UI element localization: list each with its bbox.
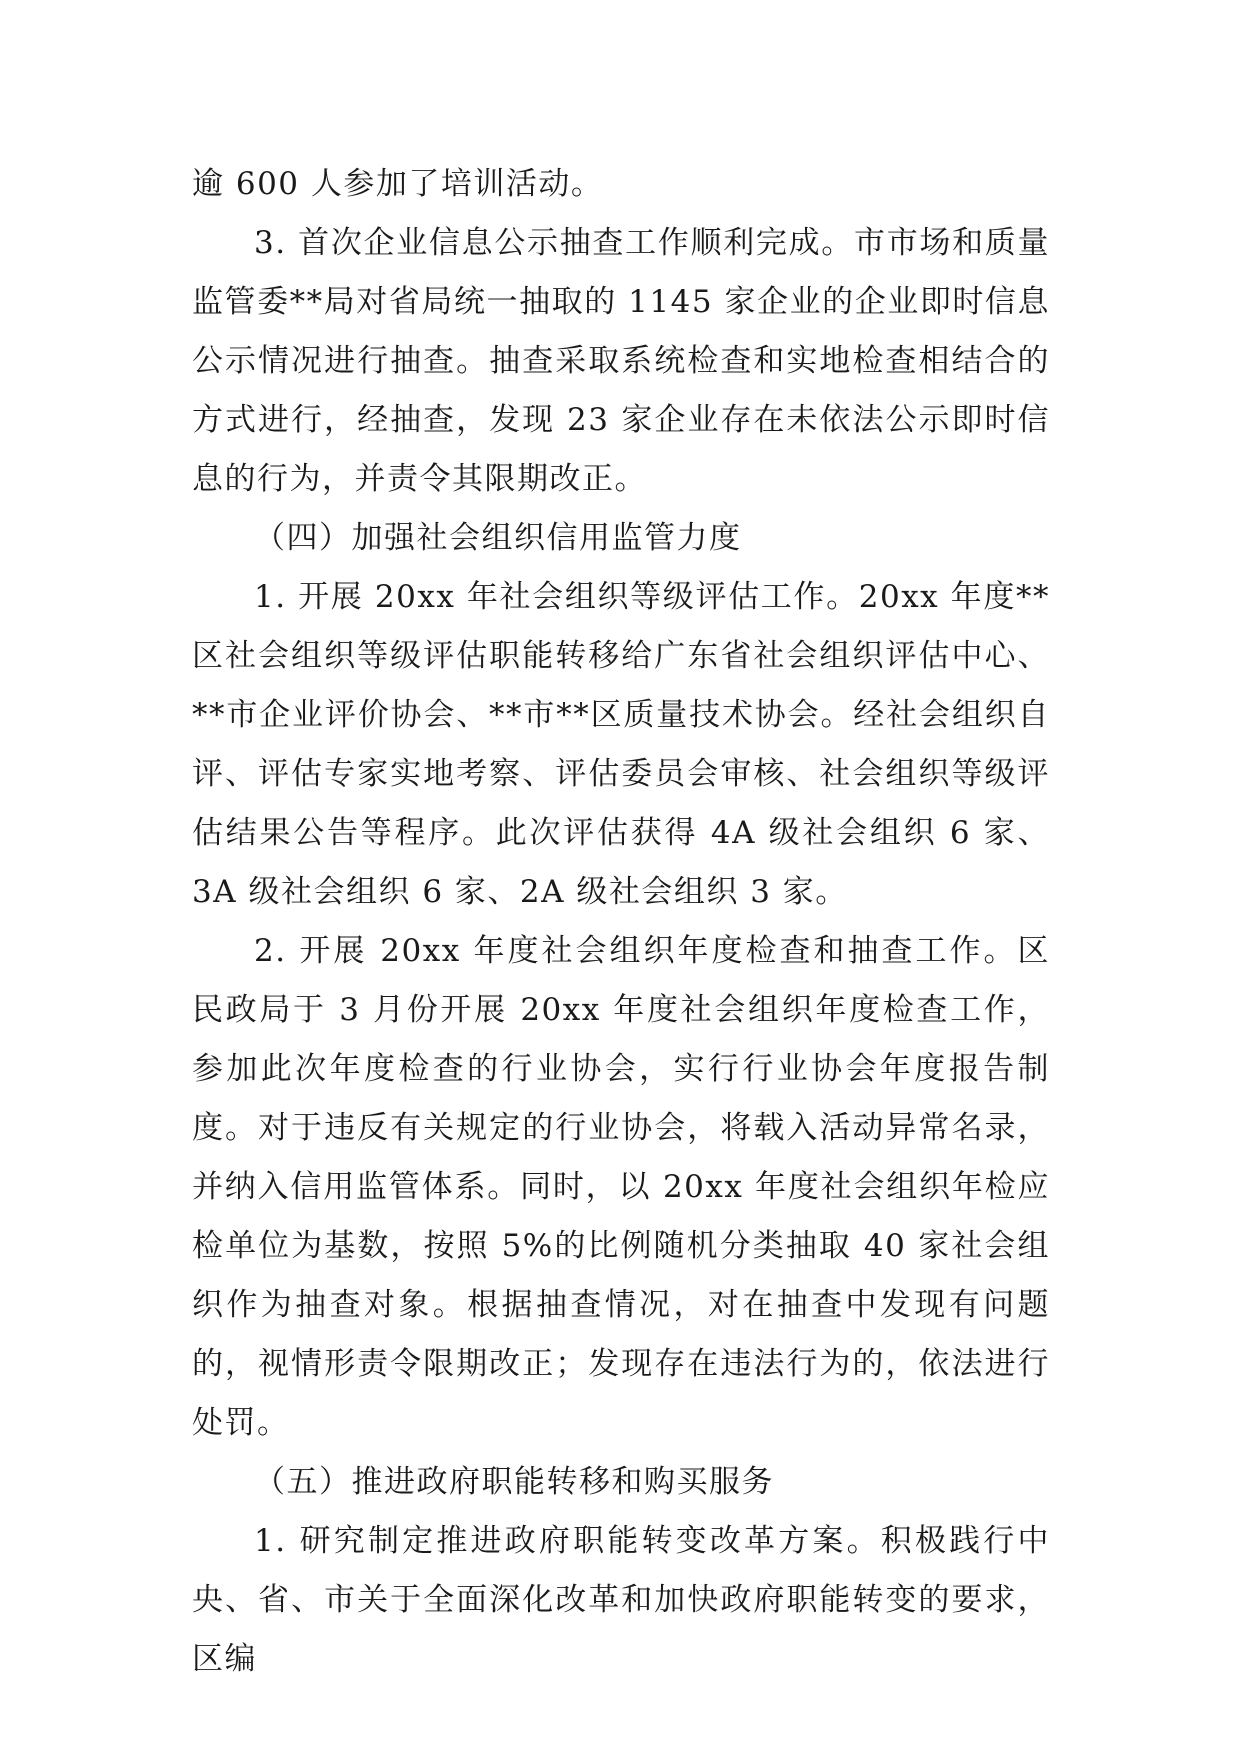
- section-heading-5: （五）推进政府职能转移和购买服务: [254, 1464, 774, 1500]
- paragraph-continuation: 逾 600 人参加了培训活动。: [192, 166, 604, 202]
- paragraph-item-2-annual-inspection: 2. 开展 20xx 年度社会组织年度检查和抽查工作。区民政局于 3 月份开展 20xx 年度社会组织年度检查工作，参加此次年度检查的行业协会，实行行业协会年度报告制度。对于违反有关规定的行业协会，将载入活动异常名录，并纳入信用监管体系。同时，以 20xx 年度社会组织年检应检单位为基数，按照 5%的比例随机分类抽取 40 家社会组织作为抽查对象。根据抽查情况，对在抽查中发现有问题的，视情形责令限期改正；发现存在违法行为的，依法进行处罚。: [192, 933, 1050, 1441]
- paragraph-item-1-reform-plan: 1. 研究制定推进政府职能转变改革方案。积极践行中央、省、市关于全面深化改革和加快政府职能转变的要求，区编: [192, 1523, 1050, 1677]
- paragraph-item-3-disclosure-check: 3. 首次企业信息公示抽查工作顺利完成。市市场和质量监管委**局对省局统一抽取的 1145 家企业的企业即时信息公示情况进行抽查。抽查采取系统检查和实地检查相结合的方式进行，经抽查，发现 23 家企业存在未依法公示即时信息的行为，并责令其限期改正。: [192, 225, 1050, 497]
- section-heading-4: （四）加强社会组织信用监管力度: [254, 520, 742, 556]
- paragraph-item-1-rating-assessment: 1. 开展 20xx 年社会组织等级评估工作。20xx 年度**区社会组织等级评估职能转移给广东省社会组织评估中心、**市企业评价协会、**市**区质量技术协会。经社会组织自评、评估专家实地考察、评估委员会审核、社会组织等级评估结果公告等程序。此次评估获得 4A 级社会组织 6 家、3A 级社会组织 6 家、2A 级社会组织 3 家。: [192, 579, 1050, 910]
- document-body: [192, 155, 1050, 1689]
